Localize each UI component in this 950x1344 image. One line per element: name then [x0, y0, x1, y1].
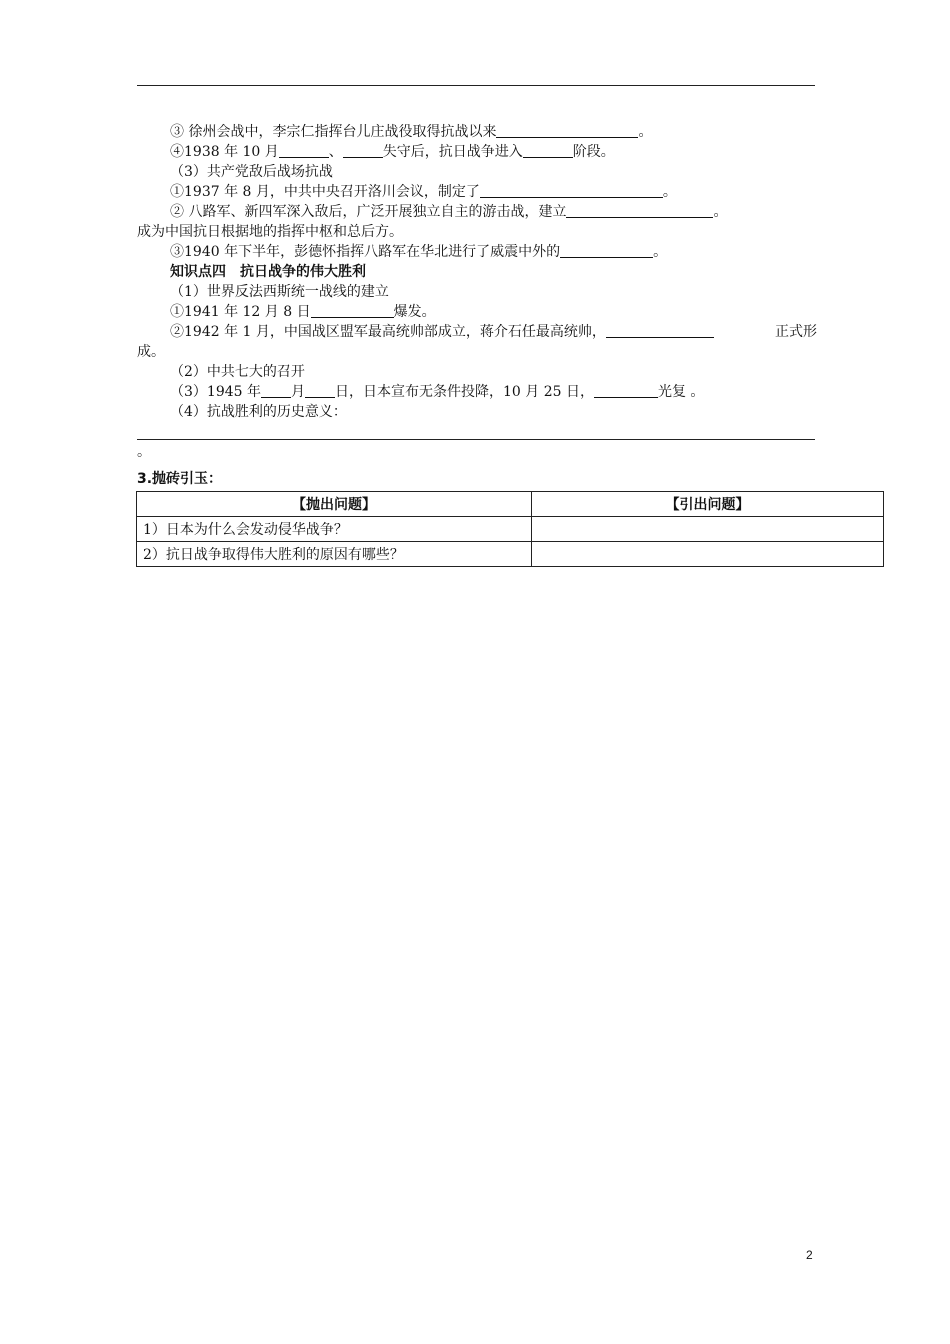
table-row: [137, 517, 884, 542]
subheading: （1）世界反法西斯统一战线的建立: [170, 284, 389, 300]
fill-blank[interactable]: [594, 382, 658, 398]
fill-blank[interactable]: [606, 322, 714, 338]
text-line: ② 八路军、新四军深入敌后，广泛开展独立自主的游击战，建立 。: [170, 204, 728, 220]
table-header-row: [137, 492, 884, 517]
table-header: 【抛出问题】: [137, 492, 532, 517]
table-header: 【引出问题】: [532, 492, 884, 517]
subheading: （3）共产党敌后战场抗战: [170, 164, 333, 180]
text-line: ④1938 年 10 月 、 失守后，抗日战争进入 阶段。: [170, 144, 615, 160]
header-rule: [137, 85, 815, 86]
fill-blank[interactable]: [311, 302, 394, 318]
table-cell: 1）日本为什么会发动侵华战争？: [137, 517, 532, 542]
fill-blank[interactable]: [496, 122, 638, 138]
text-line: ①1941 年 12 月 8 日 爆发。: [170, 304, 436, 320]
table-cell: 2）抗日战争取得伟大胜利的原因有哪些？: [137, 542, 532, 567]
page-number: 2: [806, 1248, 813, 1262]
subheading: （2）中共七大的召开: [170, 364, 305, 380]
fill-blank[interactable]: [305, 382, 335, 398]
section-title: 3.抛砖引玉：: [137, 471, 223, 487]
fill-blank[interactable]: [343, 142, 383, 158]
answer-line[interactable]: [137, 439, 815, 440]
text-line: 成为中国抗日根据地的指挥中枢和总后方。: [137, 224, 403, 240]
answer-cell[interactable]: [532, 517, 884, 542]
text-line: ①1937 年 8 月，中共中央召开洛川会议，制定了 。: [170, 184, 677, 200]
text-line: 成。: [137, 344, 165, 360]
text-line: ②1942 年 1 月，中国战区盟军最高统帅部成立，蒋介石任最高统帅， 正式形: [170, 324, 817, 340]
fill-blank[interactable]: [566, 202, 713, 218]
fill-blank[interactable]: [279, 142, 329, 158]
section-heading: 知识点四 抗日战争的伟大胜利: [170, 264, 366, 280]
question-table: [136, 491, 884, 567]
text-line: ③ 徐州会战中，李宗仁指挥台儿庄战役取得抗战以来 。: [170, 124, 653, 140]
fill-blank[interactable]: [480, 182, 663, 198]
fill-blank[interactable]: [261, 382, 291, 398]
document-body: [137, 122, 817, 422]
text-line: ③1940 年下半年，彭德怀指挥八路军在华北进行了威震中外的 。: [170, 244, 668, 260]
fill-blank[interactable]: [560, 242, 653, 258]
table-row: [137, 542, 884, 567]
subheading: （4）抗战胜利的历史意义：: [170, 404, 347, 420]
text-line: （3）1945 年 月 日，日本宣布无条件投降，10 月 25 日， 光复 。: [170, 384, 705, 400]
fill-blank[interactable]: [523, 142, 573, 158]
answer-cell[interactable]: [532, 542, 884, 567]
tail-period: 。: [137, 444, 151, 460]
